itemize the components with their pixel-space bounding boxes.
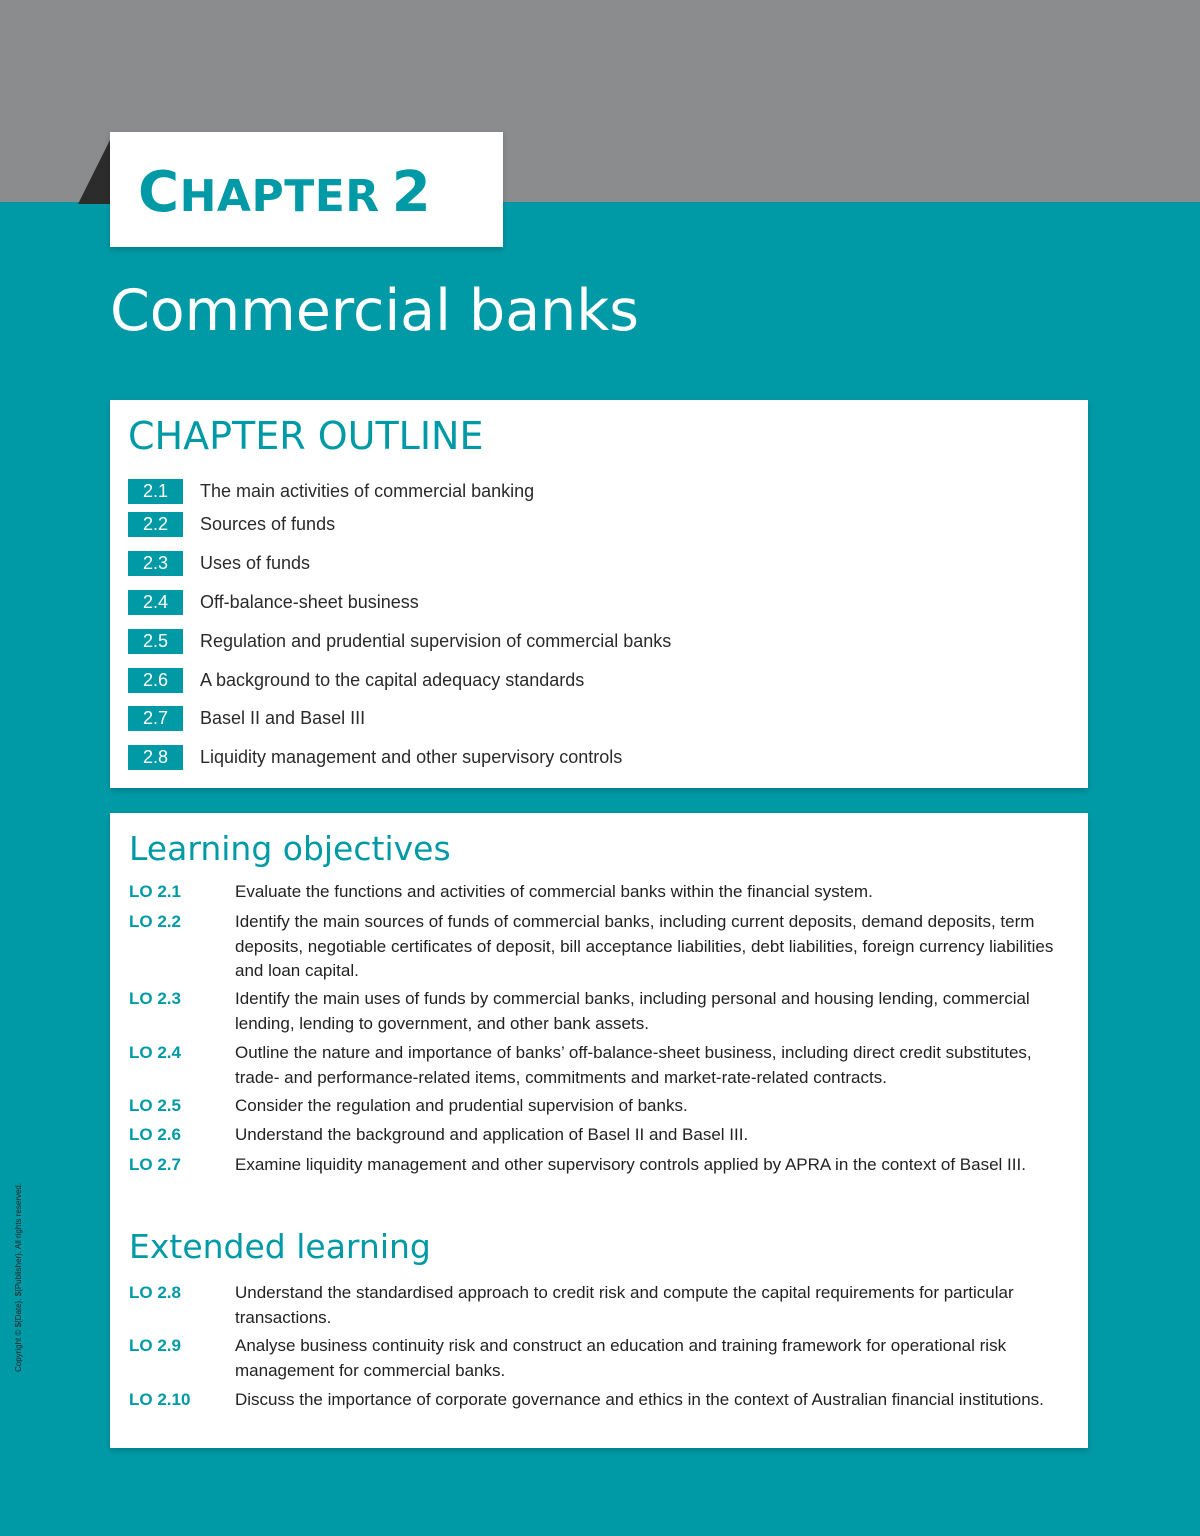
outline-item-text: Basel II and Basel III (200, 708, 366, 728)
lo-code: LO 2.3 (129, 989, 181, 1008)
chapter-label-initial: C (138, 160, 180, 225)
outline-item-text: Liquidity management and other supervisory controls (200, 747, 623, 767)
lo-code: LO 2.7 (129, 1155, 181, 1174)
copyright-notice: Copyright © ${Date}. ${Publisher}. All rights reserved. (14, 1182, 23, 1372)
lo-code: LO 2.8 (129, 1283, 181, 1302)
chapter-number: 2 (391, 160, 432, 225)
outline-heading: CHAPTER OUTLINE (128, 414, 484, 458)
lo-text: Analyse business continuity risk and construct an education and training framework for operational risk management for commercial banks. (235, 1336, 1007, 1380)
lo-text: Understand the standardised approach to credit risk and compute the capital requirements for particular transactions. (235, 1283, 1014, 1327)
outline-item-number: 2.7 (128, 706, 183, 731)
outline-item-text: Uses of funds (200, 553, 311, 573)
lo-text: Examine liquidity management and other supervisory controls applied by APRA in the context of Basel III. (235, 1155, 1026, 1174)
outline-item-text: A background to the capital adequacy standards (200, 670, 585, 690)
outline-item-text: Off-balance-sheet business (200, 592, 419, 612)
outline-item-text: The main activities of commercial banking (200, 481, 535, 501)
outline-item-text: Sources of funds (200, 514, 336, 534)
lo-text: Discuss the importance of corporate governance and ethics in the context of Australian financial institutions. (235, 1390, 1044, 1409)
outline-item-number: 2.8 (128, 745, 183, 770)
lo-code: LO 2.5 (129, 1096, 181, 1115)
lo-text: Outline the nature and importance of banks’ off-balance-sheet business, including direct credit substitutes, trade- and performance-related items, commitments and market-rate-related contracts. (235, 1043, 1032, 1087)
lo-text: Understand the background and application of Basel II and Basel III. (235, 1125, 749, 1144)
outline-item-number: 2.4 (128, 590, 183, 615)
extended-learning-heading: Extended learning (129, 1227, 431, 1266)
outline-item-text: Regulation and prudential supervision of commercial banks (200, 631, 672, 651)
outline-item-number: 2.6 (128, 668, 183, 693)
outline-item-number: 2.2 (128, 512, 183, 537)
lo-text: Identify the main uses of funds by commercial banks, including personal and housing lending, commercial lending, lending to government, and other bank assets. (235, 989, 1030, 1033)
outline-item-number: 2.5 (128, 629, 183, 654)
lo-code: LO 2.2 (129, 912, 181, 931)
chapter-label (138, 160, 431, 225)
learning-objectives-heading: Learning objectives (129, 829, 451, 868)
objectives-card (110, 813, 1088, 1448)
lo-code: LO 2.10 (129, 1390, 191, 1409)
lo-code: LO 2.6 (129, 1125, 181, 1144)
lo-code: LO 2.9 (129, 1336, 181, 1355)
chapter-label-box (110, 132, 503, 247)
lo-code: LO 2.4 (129, 1043, 181, 1062)
lo-code: LO 2.1 (129, 882, 181, 901)
chapter-title: Commercial banks (110, 278, 639, 344)
chapter-tab-shadow (78, 136, 112, 204)
outline-item-number: 2.1 (128, 479, 183, 504)
outline-item-number: 2.3 (128, 551, 183, 576)
chapter-outline-card (110, 400, 1088, 788)
lo-text: Evaluate the functions and activities of commercial banks within the financial system. (235, 882, 873, 901)
lo-text: Identify the main sources of funds of commercial banks, including current deposits, demand deposits, term deposits, negotiable certificates of deposit, bill acceptance liabilities, debt liabilities, foreign currency liabilities and loan capital. (235, 912, 1054, 980)
chapter-label-rest: HAPTER (179, 171, 380, 222)
lo-text: Consider the regulation and prudential supervision of banks. (235, 1096, 688, 1115)
